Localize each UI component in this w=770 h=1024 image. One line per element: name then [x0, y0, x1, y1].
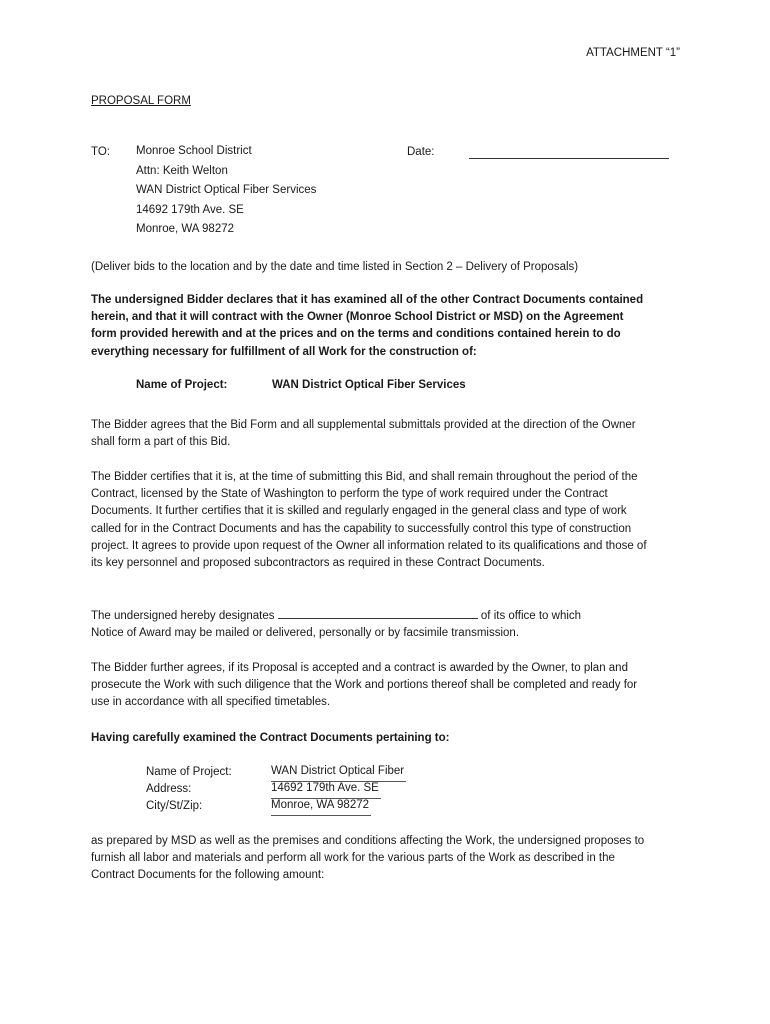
recipient-address: [136, 142, 316, 240]
attachment-label: ATTACHMENT “1”: [586, 47, 680, 59]
to-label: TO:: [91, 146, 110, 158]
designates-suffix: of its office to which: [480, 610, 582, 622]
agreement-paragraph: The Bidder further agrees, if its Proposal is accepted and a contract is awarded by the Owner, to plan and prosecute the Work with such diligence that the Work and portions thereof shall be completed and ready for use in accordance with all specified timetables.: [91, 662, 638, 709]
designates-prefix: The undersigned hereby designates: [91, 610, 275, 622]
info-city-value: Monroe, WA 98272: [271, 797, 371, 816]
address-line: Attn: Keith Welton: [136, 164, 228, 177]
page-title: PROPOSAL FORM: [91, 95, 191, 107]
date-label: Date:: [407, 146, 435, 158]
project-name-value: WAN District Optical Fiber Services: [272, 379, 466, 391]
address-line: Monroe School District: [136, 145, 252, 157]
project-name-label: Name of Project:: [136, 379, 228, 391]
closing-paragraph: as prepared by MSD as well as the premises and conditions affecting the Work, the undersigned proposes to furnish all labor and materials and perform all work for the various parts of the Work as described in the Contract Documents for the following amount:: [91, 835, 645, 882]
bid-form-paragraph: The Bidder agrees that the Bid Form and all supplemental submittals provided at the direction of the Owner shall form a part of this Bid.: [91, 419, 636, 449]
declaration-paragraph: The undersigned Bidder declares that it has examined all of the other Contract Documents contained herein, and that it will contract with the Owner (Monroe School District or MSD) on the Agreement form provided herewith and at the prices and on the terms and conditions contained herein to do everything necessary for fulfillment of all Work for the construction of:: [91, 294, 644, 358]
address-line: Monroe, WA 98272: [136, 223, 235, 235]
designates-line2: Notice of Award may be mailed or delivered, personally or by facsimile transmission.: [91, 627, 520, 640]
certification-paragraph: The Bidder certifies that it is, at the time of submitting this Bid, and shall remain throughout the period of the Contract, licensed by the State of Washington to perform the type of work required under the Contract Documents. It further certifies that it is skilled and regularly engaged in the general class and type of work called for in the Contract Documents and has the capability to successfully control this type of construction project. It agrees to provide upon request of the Owner all information related to its qualifications and those of its key personnel and proposed subcontractors as required in these Contract Documents.: [91, 471, 647, 570]
info-address-label: Address:: [146, 783, 192, 795]
designation-paragraph: [91, 608, 651, 642]
info-project-value: WAN District Optical Fiber: [271, 763, 406, 782]
date-field[interactable]: [469, 158, 669, 159]
examined-heading: Having carefully examined the Contract Documents pertaining to:: [91, 732, 450, 744]
info-city-label: City/St/Zip:: [146, 800, 203, 812]
address-line: WAN District Optical Fiber Services: [136, 184, 317, 196]
designates-field[interactable]: [278, 608, 478, 619]
address-line: 14692 179th Ave. SE: [136, 203, 244, 216]
info-project-label: Name of Project:: [146, 766, 232, 778]
delivery-note: (Deliver bids to the location and by the date and time listed in Section 2 – Delivery of Proposals): [91, 261, 579, 273]
info-address-value: 14692 179th Ave. SE: [271, 780, 381, 799]
